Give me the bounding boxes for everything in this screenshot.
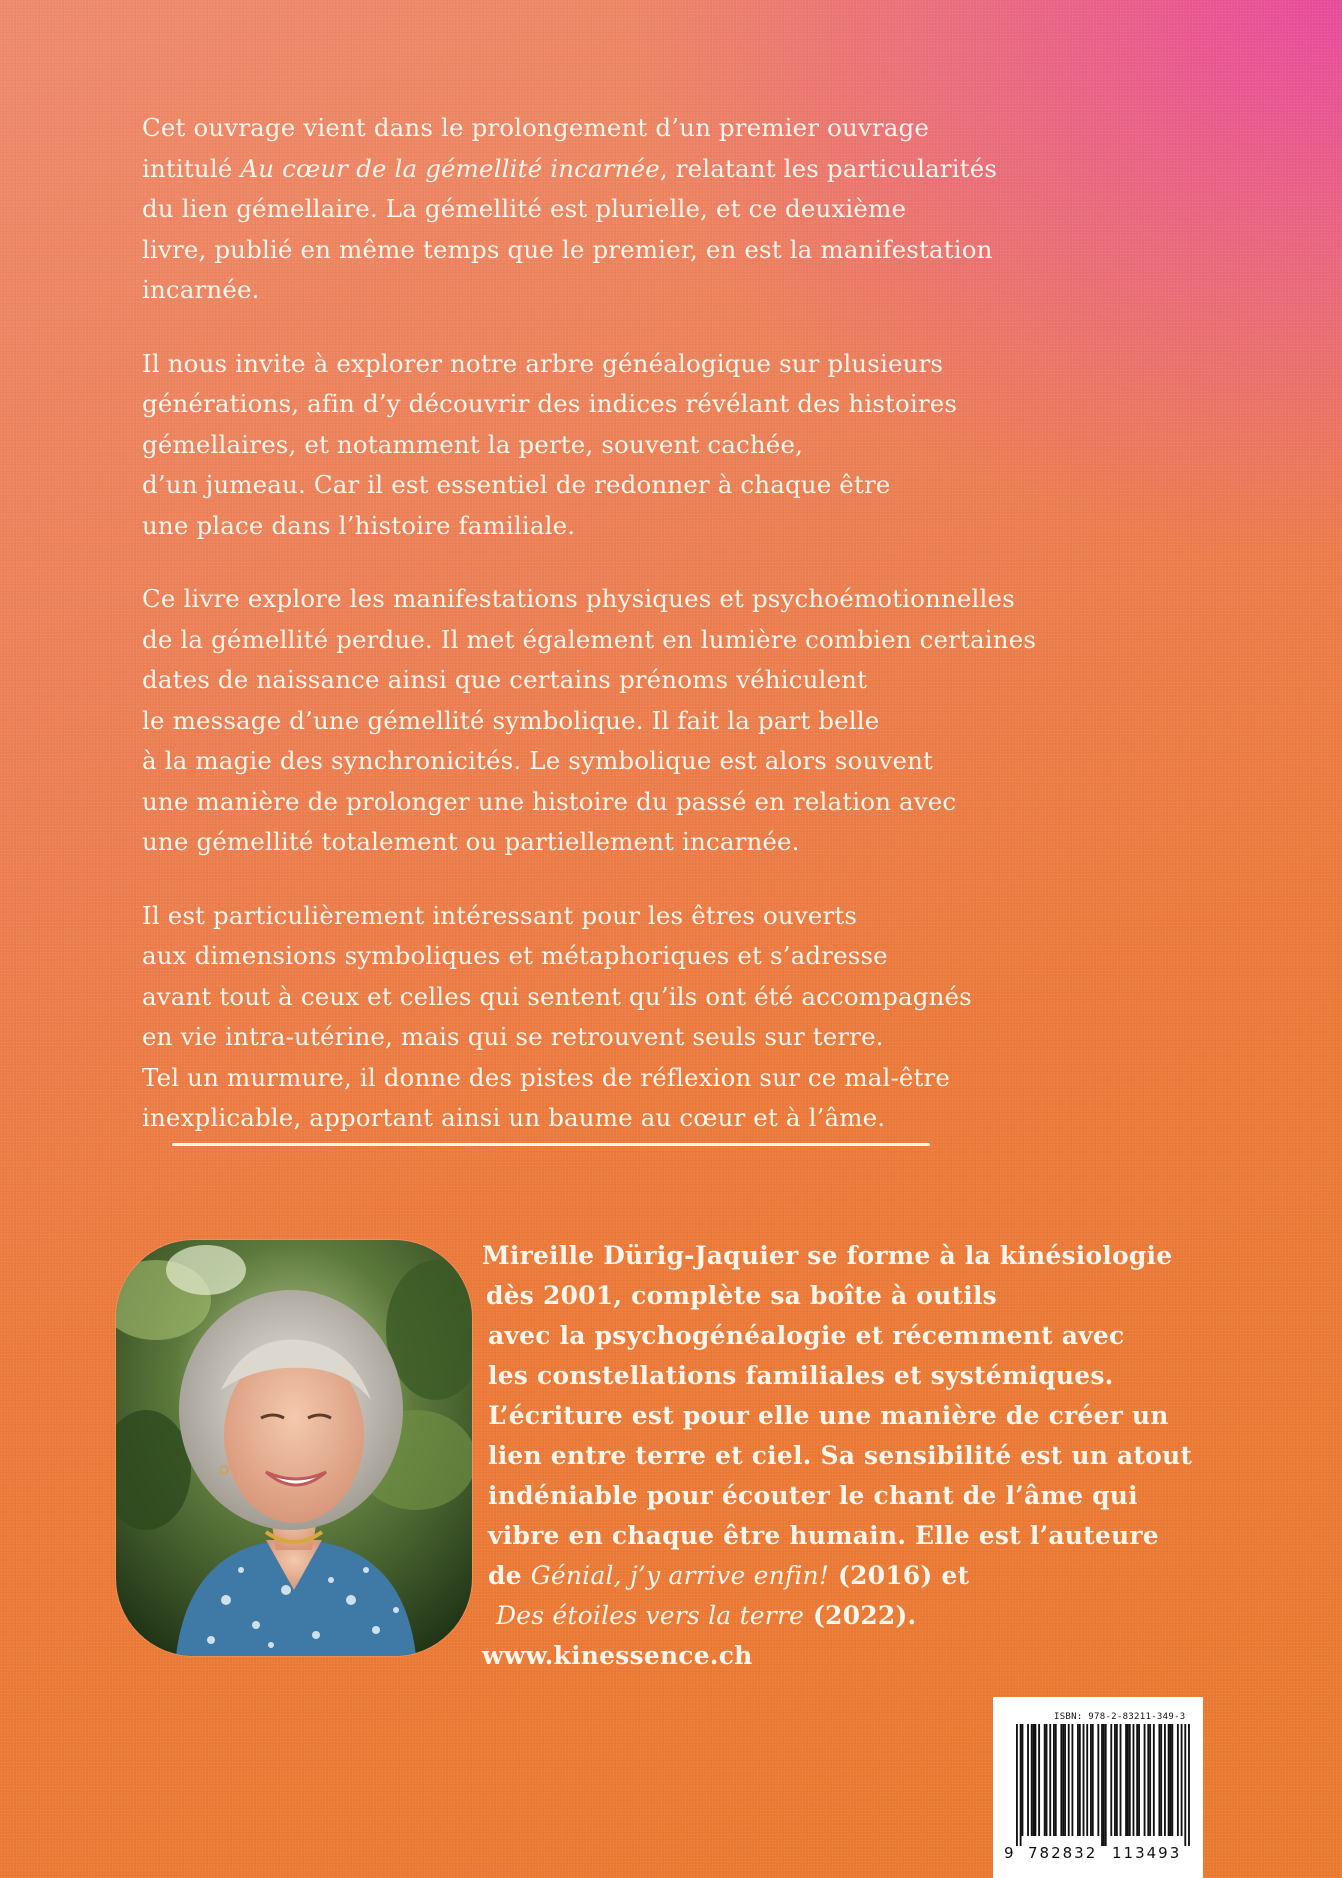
barcode-bar bbox=[1062, 1724, 1064, 1836]
blurb-line: dates de naissance ainsi que certains prénoms véhiculent bbox=[142, 665, 868, 694]
barcode-bar bbox=[1086, 1724, 1088, 1836]
book-title-reference: Au cœur de la gémellité incarnée bbox=[240, 153, 660, 183]
barcode-bar bbox=[1158, 1724, 1160, 1836]
barcode-bar bbox=[1068, 1724, 1070, 1836]
barcode-bar bbox=[1101, 1724, 1103, 1846]
blurb-paragraph bbox=[142, 896, 1072, 1139]
bio-line: de Génial, j’y arrive enfin! (2016) et bbox=[488, 1561, 970, 1590]
blurb-line: du lien gémellaire. La gémellité est plurielle, et ce deuxième bbox=[142, 194, 907, 223]
barcode-bar bbox=[1046, 1724, 1048, 1836]
blurb-paragraph bbox=[142, 579, 1072, 863]
barcode-bar bbox=[1097, 1724, 1099, 1836]
barcode-bar bbox=[1170, 1724, 1172, 1836]
blurb-line: intitulé Au cœur de la gémellité incarnée, relatant les particularités bbox=[142, 153, 998, 183]
blurb-line: d’un jumeau. Car il est essentiel de redonner à chaque être bbox=[142, 470, 891, 499]
blurb-line: livre, publié en même temps que le premier, en est la manifestation bbox=[142, 234, 993, 264]
bio-line: vibre en chaque être humain. Elle est l’auteure bbox=[488, 1521, 1159, 1550]
barcode-bar bbox=[1171, 1724, 1173, 1836]
barcode-bar bbox=[1160, 1724, 1162, 1836]
barcode-bar bbox=[1153, 1724, 1155, 1836]
barcode-bar bbox=[1177, 1724, 1179, 1836]
barcode-bar bbox=[1103, 1724, 1105, 1846]
barcode-bar bbox=[1055, 1724, 1057, 1836]
barcode-bar bbox=[1072, 1724, 1074, 1836]
blurb-line: une place dans l’histoire familiale. bbox=[142, 510, 576, 540]
barcode-bar bbox=[1064, 1724, 1066, 1836]
barcode-bar bbox=[1105, 1724, 1107, 1846]
barcode-bar bbox=[1083, 1724, 1085, 1836]
author-website-link[interactable]: www.kinessence.ch bbox=[482, 1641, 753, 1670]
book-title-reference: Des étoiles vers la terre bbox=[496, 1601, 805, 1630]
bio-line: Des étoiles vers la terre (2022). bbox=[496, 1601, 917, 1630]
isbn-label: ISBN: 978-2-83211-349-3 bbox=[1054, 1712, 1186, 1722]
back-cover-blurb bbox=[142, 108, 1072, 1172]
blurb-paragraph bbox=[142, 108, 1072, 311]
blurb-line: Il est particulièrement intéressant pour les êtres ouverts bbox=[142, 900, 858, 930]
barcode-bar bbox=[1114, 1724, 1116, 1836]
bio-line: indéniable pour écouter le chant de l’âme qui bbox=[488, 1481, 1138, 1510]
barcode-bar bbox=[1077, 1724, 1079, 1836]
barcode-bar bbox=[1144, 1724, 1146, 1836]
blurb-paragraph bbox=[142, 344, 1072, 547]
barcode-bar bbox=[1035, 1724, 1037, 1836]
barcode-bar bbox=[1125, 1724, 1127, 1836]
bio-line: les constellations familiales et systémiques. bbox=[488, 1361, 1114, 1390]
barcode-bar bbox=[1136, 1724, 1138, 1836]
barcode-bar bbox=[1053, 1724, 1055, 1836]
bio-line: L’écriture est pour elle une manière de créer un bbox=[488, 1401, 1169, 1430]
blurb-line: incarnée. bbox=[142, 275, 260, 304]
section-divider bbox=[172, 1143, 930, 1146]
blurb-line: à la magie des synchronicités. Le symbolique est alors souvent bbox=[142, 746, 934, 775]
barcode-bar bbox=[1147, 1724, 1149, 1836]
blurb-line: Tel un murmure, il donne des pistes de réflexion sur ce mal-être bbox=[142, 1062, 951, 1092]
blurb-line: avant tout à ceux et celles qui sentent qu’ils ont été accompagnés bbox=[142, 981, 972, 1011]
barcode-bar bbox=[1188, 1724, 1190, 1846]
blurb-line: générations, afin d’y découvrir des indices révélant des histoires bbox=[142, 389, 958, 418]
blurb-line: en vie intra-utérine, mais qui se retrouvent seuls sur terre. bbox=[142, 1022, 884, 1051]
bio-line: Mireille Dürig-Jaquier se forme à la kinésiologie bbox=[482, 1241, 1173, 1270]
blurb-line: une gémellité totalement ou partiellement incarnée. bbox=[142, 827, 800, 856]
barcode-bar bbox=[1129, 1724, 1131, 1836]
ean-digit-first: 9 bbox=[1004, 1844, 1016, 1862]
barcode-bar bbox=[1110, 1724, 1112, 1836]
blurb-line: le message d’une gémellité symbolique. Il fait la part belle bbox=[142, 705, 880, 735]
ean-digit-group-2: 113493 bbox=[1112, 1844, 1182, 1862]
barcode-bar bbox=[1090, 1724, 1092, 1836]
barcode-bar bbox=[1016, 1724, 1018, 1846]
book-title-reference: Génial, j’y arrive enfin! bbox=[530, 1561, 830, 1590]
blurb-line: Ce livre explore les manifestations physiques et psychoémotionnelles bbox=[142, 584, 1015, 613]
blurb-line: gémellaires, et notamment la perte, souvent cachée, bbox=[142, 429, 804, 459]
barcode-bar bbox=[1033, 1724, 1035, 1836]
blurb-line: Il nous invite à explorer notre arbre généalogique sur plusieurs bbox=[142, 348, 944, 378]
barcode-bar bbox=[1020, 1724, 1022, 1846]
blurb-line: aux dimensions symboliques et métaphoriques et s’adresse bbox=[142, 941, 888, 970]
blurb-line: Cet ouvrage vient dans le prolongement d’un premier ouvrage bbox=[142, 113, 930, 142]
barcode-bar bbox=[1120, 1724, 1122, 1836]
bio-line: dès 2001, complète sa boîte à outils bbox=[486, 1281, 997, 1310]
blurb-line: inexplicable, apportant ainsi un baume au cœur et à l’âme. bbox=[142, 1103, 886, 1132]
ean-barcode bbox=[1016, 1724, 1196, 1846]
barcode-bar bbox=[1038, 1724, 1040, 1836]
barcode-bar bbox=[1164, 1724, 1166, 1836]
barcode-bar bbox=[1138, 1724, 1140, 1836]
barcode-bar bbox=[1049, 1724, 1051, 1836]
barcode-bar bbox=[1060, 1724, 1062, 1836]
barcode-bar bbox=[1181, 1724, 1183, 1836]
barcode-bar bbox=[1044, 1724, 1046, 1836]
barcode-bar bbox=[1184, 1724, 1186, 1846]
barcode-bar bbox=[1027, 1724, 1029, 1836]
barcode-bar bbox=[1168, 1724, 1170, 1836]
blurb-line: une manière de prolonger une histoire du passé en relation avec bbox=[142, 786, 957, 816]
barcode-bar bbox=[1133, 1724, 1135, 1836]
author-bio bbox=[482, 1236, 1202, 1676]
ean-digit-group-1: 782832 bbox=[1028, 1844, 1098, 1862]
barcode-bar bbox=[1116, 1724, 1118, 1836]
author-photo bbox=[116, 1240, 472, 1656]
bio-line: avec la psychogénéalogie et récemment avec bbox=[488, 1321, 1125, 1350]
barcode-bar bbox=[1149, 1724, 1151, 1836]
barcode-bar bbox=[1127, 1724, 1129, 1836]
barcode-bar bbox=[1022, 1724, 1024, 1836]
barcode-bar bbox=[1031, 1724, 1033, 1836]
barcode-bar bbox=[1092, 1724, 1094, 1836]
bio-line: lien entre terre et ciel. Sa sensibilité est un atout bbox=[488, 1441, 1193, 1470]
blurb-line: de la gémellité perdue. Il met également en lumière combien certaines bbox=[142, 624, 1037, 654]
barcode-bar bbox=[1079, 1724, 1081, 1836]
